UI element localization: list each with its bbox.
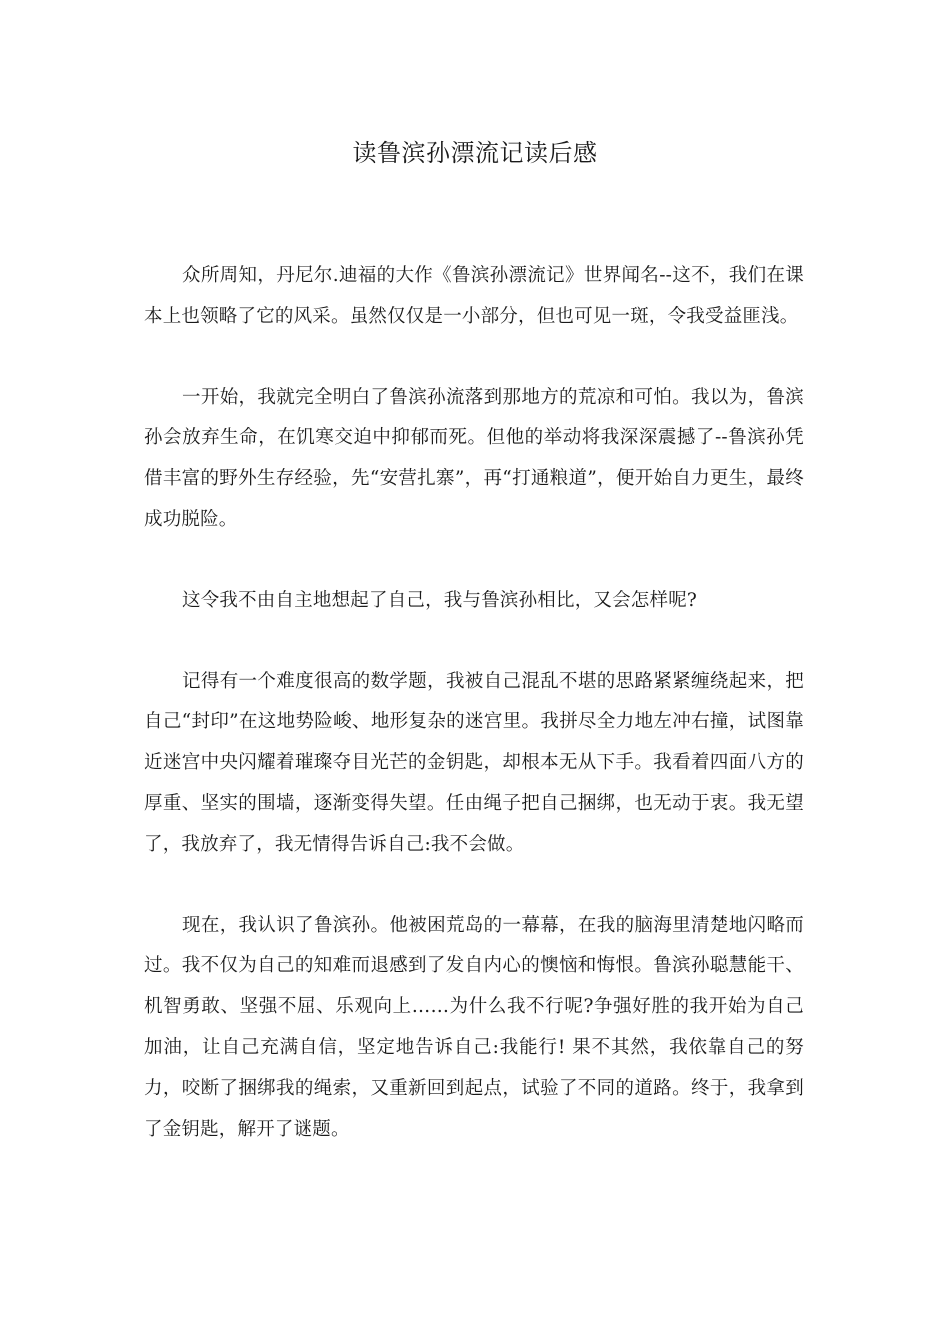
paragraph-3: 这令我不由自主地想起了自己，我与鲁滨孙相比，又会怎样呢? xyxy=(182,589,698,611)
document-body xyxy=(144,256,804,1190)
document-title: 读鲁滨孙漂流记读后感 xyxy=(352,139,598,167)
paragraph-5: 现在，我认识了鲁滨孙。他被困荒岛的一幕幕，在我的脑海里清楚地闪略而过。我不仅为自己的知难而退感到了发自内心的懊恼和悔恨。鲁滨孙聪慧能干、机智勇敢、坚强不屈、乐观向上……为什么我不行呢?争强好胜的我开始为自己加油，让自己充满自信，坚定地告诉自己:我能行! 果不其然，我依靠自己的努力，咬断了捆绑我的绳索，又重新回到起点，试验了不同的道路。终于，我拿到了金钥匙，解开了谜题。 xyxy=(144,914,804,1140)
paragraph-4: 记得有一个难度很高的数学题，我被自己混乱不堪的思路紧紧缠绕起来，把自己“封印”在这地势险峻、地形复杂的迷宫里。我拼尽全力地左冲右撞，试图靠近迷宫中央闪耀着璀璨夺目光芒的金钥匙，却根本无从下手。我看着四面八方的厚重、坚实的围墙，逐渐变得失望。任由绳子把自己捆绑，也无动于衷。我无望了，我放弃了，我无情得告诉自己:我不会做。 xyxy=(144,670,804,855)
paragraph-1: 众所周知，丹尼尔.迪福的大作《鲁滨孙漂流记》世界闻名--这不，我们在课本上也领略了它的风采。虽然仅仅是一小部分，但也可见一斑，令我受益匪浅。 xyxy=(144,265,804,327)
paragraph-2: 一开始，我就完全明白了鲁滨孙流落到那地方的荒凉和可怕。我以为，鲁滨孙会放弃生命，在饥寒交迫中抑郁而死。但他的举动将我深深震撼了--鲁滨孙凭借丰富的野外生存经验，先“安营扎寨”，再“打通粮道”，便开始自力更生，最终成功脱险。 xyxy=(144,386,804,530)
